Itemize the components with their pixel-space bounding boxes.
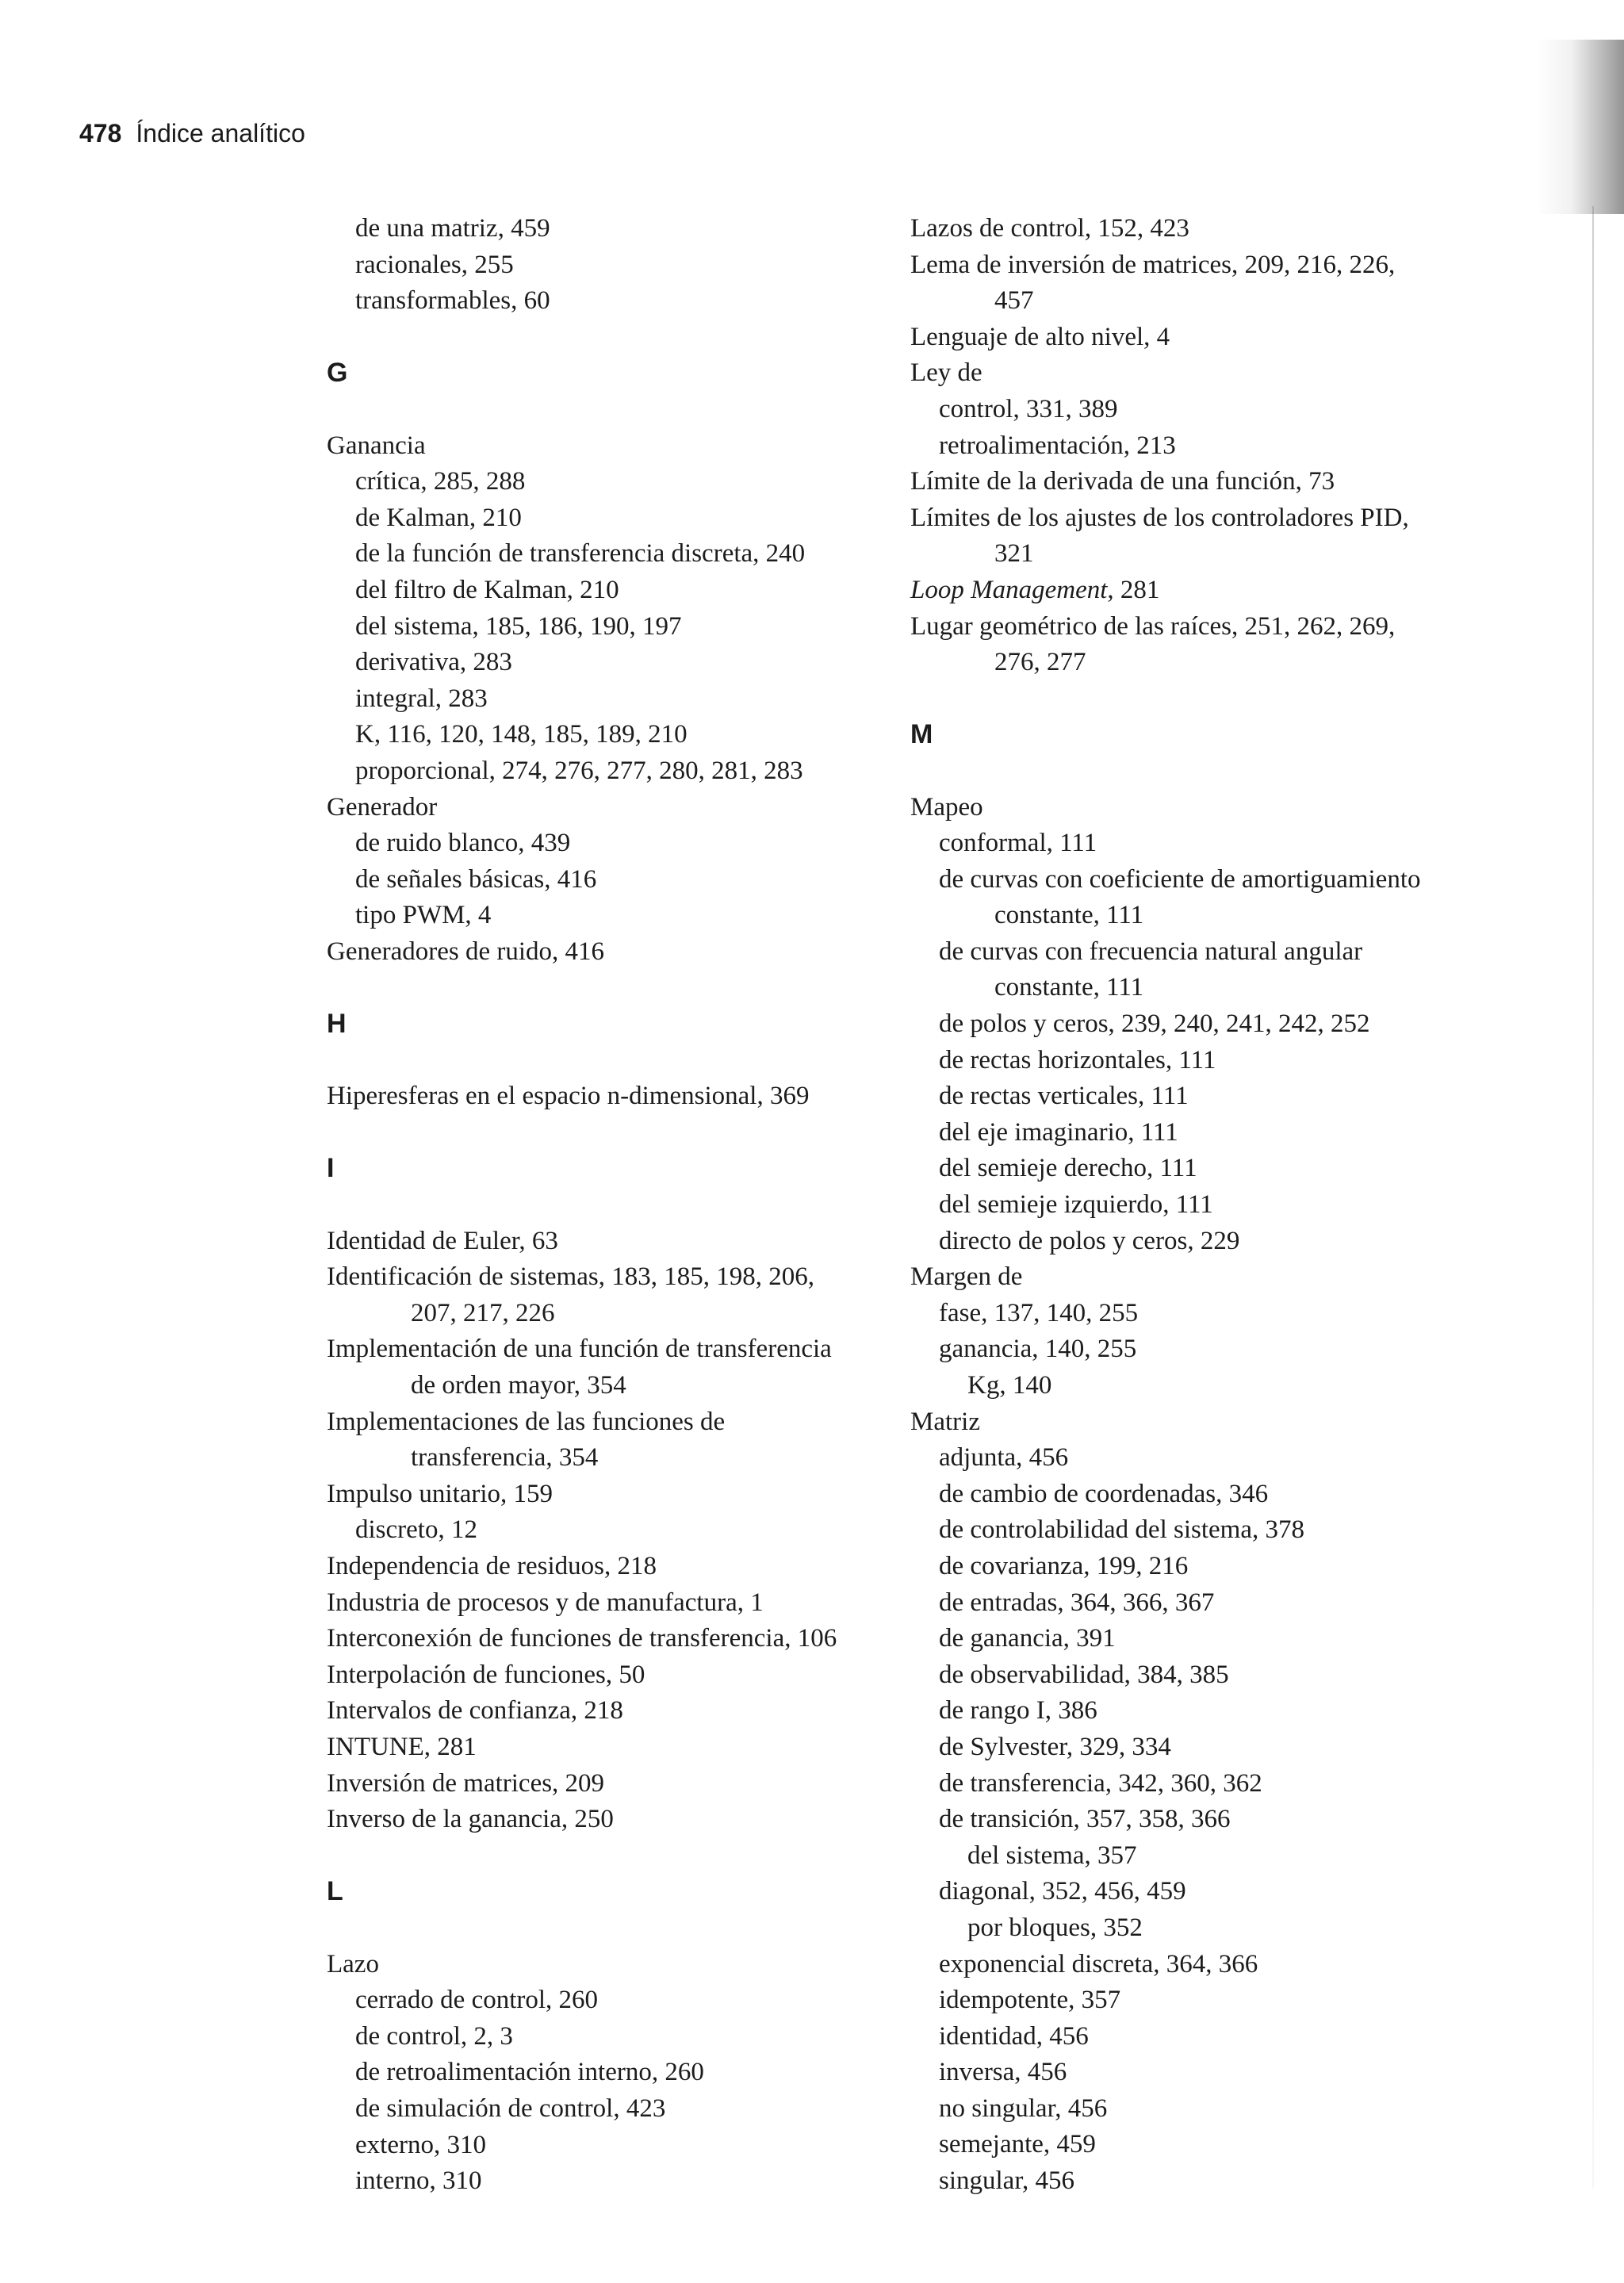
index-subentry: control, 331, 389 <box>939 394 1118 423</box>
section-letter: I <box>327 1153 335 1184</box>
index-subentry: idempotente, 357 <box>939 1986 1121 2015</box>
running-head-title: Índice analítico <box>136 119 305 147</box>
index-entry: Interconexión de funciones de transferencia, 106 <box>327 1624 837 1653</box>
index-entry-continuation: 457 <box>994 286 1034 316</box>
page-number: 478 <box>79 119 122 147</box>
index-subentry: de Sylvester, 329, 334 <box>939 1732 1171 1761</box>
index-subentry: de ganancia, 391 <box>939 1624 1116 1653</box>
index-subentry: directo de polos y ceros, 229 <box>939 1226 1240 1255</box>
index-subentry: de curvas con frecuencia natural angular <box>939 937 1363 966</box>
index-subentry: integral, 283 <box>355 684 488 713</box>
index-subentry: interno, 310 <box>355 2166 482 2196</box>
index-subentry: de rectas verticales, 111 <box>939 1082 1189 1111</box>
index-entry: Industria de procesos y de manufactura, 1 <box>327 1588 764 1617</box>
index-entry: Ley de <box>910 358 982 388</box>
index-entry: Matriz <box>910 1407 980 1436</box>
index-entry: Ganancia <box>327 431 426 460</box>
index-subentry: diagonal, 352, 456, 459 <box>939 1877 1186 1906</box>
index-subentry: externo, 310 <box>355 2130 486 2159</box>
index-entry: Loop Management, 281 <box>910 575 1160 604</box>
index-subentry: ganancia, 140, 255 <box>939 1335 1137 1364</box>
index-entry: INTUNE, 281 <box>327 1732 477 1761</box>
index-entry: Generadores de ruido, 416 <box>327 937 605 966</box>
index-entry: Mapeo <box>910 792 983 822</box>
index-entry: Inversión de matrices, 209 <box>327 1768 605 1798</box>
index-subentry: tipo PWM, 4 <box>355 901 492 930</box>
section-letter: M <box>910 719 933 750</box>
index-entry: Identificación de sistemas, 183, 185, 198, 206, <box>327 1262 814 1292</box>
index-subentry: de una matriz, 459 <box>355 214 550 243</box>
index-subentry: del semieje derecho, 111 <box>939 1154 1197 1183</box>
index-subentry: de controlabilidad del sistema, 378 <box>939 1515 1304 1545</box>
index-entry: Límites de los ajustes de los controladores PID, <box>910 503 1409 532</box>
index-subentry: del sistema, 357 <box>967 1841 1137 1870</box>
index-subentry: exponencial discreta, 364, 366 <box>939 1949 1258 1978</box>
index-subentry: por bloques, 352 <box>967 1913 1143 1942</box>
index-subentry: identidad, 456 <box>939 2021 1089 2051</box>
index-subentry: de ruido blanco, 439 <box>355 829 571 858</box>
running-head <box>79 119 305 157</box>
index-entry: Implementaciones de las funciones de <box>327 1407 726 1436</box>
section-letter: L <box>327 1876 343 1907</box>
index-subentry: de rectas horizontales, 111 <box>939 1045 1216 1074</box>
index-subentry: crítica, 285, 288 <box>355 467 526 496</box>
index-entry: Límite de la derivada de una función, 73 <box>910 467 1335 496</box>
index-subentry: inversa, 456 <box>939 2058 1067 2087</box>
index-entry: Lema de inversión de matrices, 209, 216, 226, <box>910 250 1396 279</box>
section-letter-block <box>327 1838 898 1947</box>
index-entry: Lugar geométrico de las raíces, 251, 262, 269, <box>910 611 1396 641</box>
index-subentry: de rango I, 386 <box>939 1696 1097 1726</box>
index-subentry: cerrado de control, 260 <box>355 1986 599 2015</box>
index-entry-continuation: constante, 111 <box>994 901 1144 930</box>
index-entry: Interpolación de funciones, 50 <box>327 1660 645 1689</box>
index-subentry: derivativa, 283 <box>355 648 512 677</box>
index-subentry: de Kalman, 210 <box>355 503 522 532</box>
index-entry-continuation: 321 <box>994 539 1034 569</box>
index-subentry: de transferencia, 342, 360, 362 <box>939 1768 1262 1798</box>
index-subentry: conformal, 111 <box>939 829 1097 858</box>
index-subentry: adjunta, 456 <box>939 1443 1069 1473</box>
index-subentry: de entradas, 364, 366, 367 <box>939 1588 1215 1617</box>
index-entry-continuation: constante, 111 <box>994 973 1144 1002</box>
index-entry-continuation: 276, 277 <box>994 648 1086 677</box>
index-column-right <box>910 211 1608 2200</box>
index-subentry: de retroalimentación interno, 260 <box>355 2058 704 2087</box>
index-entry: Lazo <box>327 1949 379 1978</box>
index-entry: Generador <box>327 792 438 822</box>
index-entry: Lenguaje de alto nivel, 4 <box>910 322 1170 351</box>
section-letter-block <box>327 1115 898 1224</box>
index-entry: Margen de <box>910 1262 1023 1292</box>
index-subentry: del semieje izquierdo, 111 <box>939 1190 1213 1220</box>
index-entry-continuation: de orden mayor, 354 <box>411 1371 626 1400</box>
index-subentry: retroalimentación, 213 <box>939 431 1176 460</box>
section-letter: H <box>327 1009 347 1040</box>
index-entry: Intervalos de confianza, 218 <box>327 1696 623 1726</box>
index-column-left <box>327 211 898 2200</box>
index-entry: Impulso unitario, 159 <box>327 1479 553 1508</box>
index-subentry: fase, 137, 140, 255 <box>939 1298 1139 1327</box>
index-subentry: de polos y ceros, 239, 240, 241, 242, 252 <box>939 1009 1370 1039</box>
section-letter-block <box>327 970 898 1078</box>
index-entry: Implementación de una función de transferencia <box>327 1335 832 1364</box>
index-subentry: de transición, 357, 358, 366 <box>939 1805 1231 1834</box>
index-subentry: K, 116, 120, 148, 185, 189, 210 <box>355 720 688 749</box>
index-subentry: de covarianza, 199, 216 <box>939 1551 1189 1580</box>
section-letter-block <box>327 320 898 428</box>
index-subentry: transformables, 60 <box>355 286 550 316</box>
index-entry-continuation: 207, 217, 226 <box>411 1298 555 1327</box>
index-entry: Independencia de residuos, 218 <box>327 1552 657 1581</box>
index-subentry: racionales, 255 <box>355 250 514 279</box>
index-subentry: de curvas con coeficiente de amortiguamiento <box>939 864 1421 894</box>
scan-shadow <box>1537 40 1624 214</box>
index-subentry: de señales básicas, 416 <box>355 864 597 894</box>
index-subentry: no singular, 456 <box>939 2093 1108 2123</box>
section-letter: G <box>327 358 348 389</box>
index-subentry: proporcional, 274, 276, 277, 280, 281, 283 <box>355 756 803 785</box>
index-subentry: semejante, 459 <box>939 2130 1096 2159</box>
index-entry: Inverso de la ganancia, 250 <box>327 1805 614 1834</box>
index-subentry: de observabilidad, 384, 385 <box>939 1660 1229 1689</box>
index-subentry: discreto, 12 <box>355 1515 477 1545</box>
index-entry: Hiperesferas en el espacio n-dimensional, 369 <box>327 1082 810 1111</box>
index-subentry: de control, 2, 3 <box>355 2021 513 2051</box>
index-subentry: de cambio de coordenadas, 346 <box>939 1479 1269 1508</box>
index-subentry: del sistema, 185, 186, 190, 197 <box>355 611 682 641</box>
index-subentry: del eje imaginario, 111 <box>939 1117 1178 1147</box>
index-subentry: del filtro de Kalman, 210 <box>355 575 619 604</box>
index-entry: Lazos de control, 152, 423 <box>910 214 1189 243</box>
index-subentry: de simulación de control, 423 <box>355 2093 666 2123</box>
index-entry: Identidad de Euler, 63 <box>327 1226 558 1255</box>
index-subentry: de la función de transferencia discreta, 240 <box>355 539 806 569</box>
index-subentry: Kg, 140 <box>967 1371 1052 1400</box>
section-letter-block <box>910 681 1608 790</box>
index-subentry: singular, 456 <box>939 2166 1074 2196</box>
index-entry-continuation: transferencia, 354 <box>411 1443 599 1473</box>
